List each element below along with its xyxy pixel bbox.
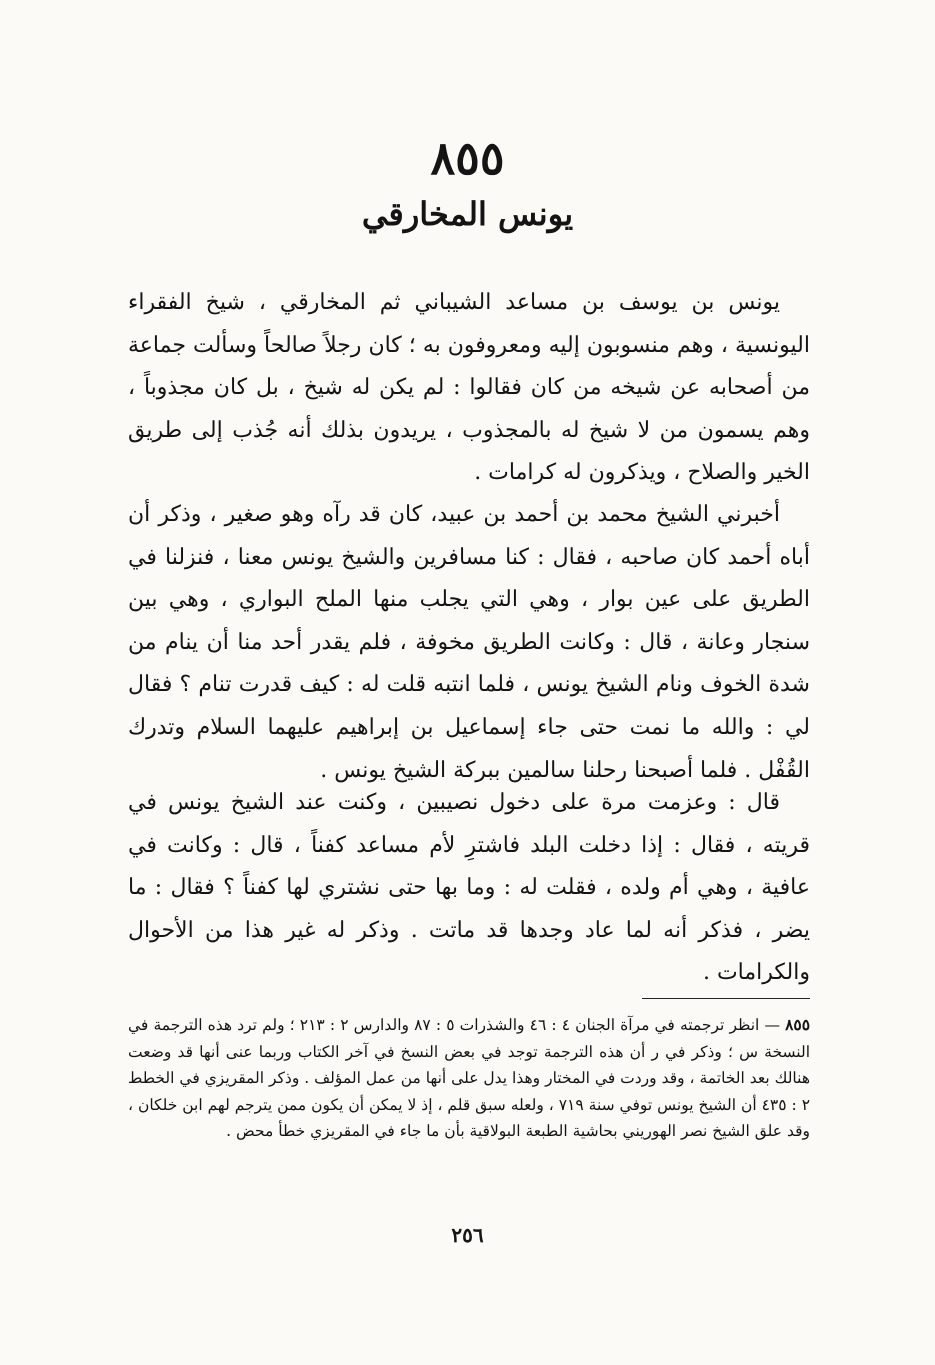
paragraph-1 <box>128 282 810 495</box>
entry-title: يونس المخارقي <box>361 195 574 233</box>
paragraph-2 <box>128 494 810 792</box>
paragraph-text: أخبرني الشيخ محمد بن أحمد بن عبيد، كان قد رآه وهو صغير ، وذكر أن أباه أحمد كان صاحبه ، فقال : كنا مسافرين والشيخ يونس معنا ، فنزلنا في الطريق على عين بوار ، وهي التي يجلب منها الملح البواري ، وهي بين سنجار وعانة ، قال : وكانت الطريق مخوفة ، فلم يقدر أحد منا أن ينام من شدة الخوف ونام الشيخ يونس ، فلما انتبه قلت له : كيف قدرت تنام ؟ فقال لي : والله ما نمت حتى جاء إسماعيل بن إبراهيم عليهما السلام وتدرك القُفْل . فلما أصبحنا رحلنا سالمين ببركة الشيخ يونس . <box>128 502 810 783</box>
paragraph-text: يونس بن يوسف بن مساعد الشيباني ثم المخارقي ، شيخ الفقراء اليونسية ، وهم منسوبون إليه ومعروفون به ؛ كان رجلاً صالحاً وسألت جماعة من أصحابه عن شيخه من كان فقالوا : لم يكن له شيخ ، بل كان مجذوباً ، وهم يسمون من لا شيخ له بالمجذوب ، يريدون بذلك أنه جُذب إلى طريق الخير والصلاح ، ويذكرون له كرامات . <box>128 290 810 486</box>
footnote-divider <box>642 998 810 999</box>
paragraph-3 <box>128 782 810 995</box>
page-number: ٢٥٦ <box>451 1223 484 1247</box>
footnote-number: ٨٥٥ <box>785 1015 811 1034</box>
paragraph-text: قال : وعزمت مرة على دخول نصيبين ، وكنت عند الشيخ يونس في قريته ، فقال : إذا دخلت البلد فاشترِ لأم مساعد كفناً ، قال : وكانت في عافية ، وهي أم ولده ، فقلت له : وما بها حتى نشتري لها كفناً ؟ فقال : ما يضر ، فذكر أنه لما عاد وجدها قد ماتت . وذكر له غير هذا من الأحوال والكرامات . <box>128 790 810 986</box>
footnote-text: — انظر ترجمته في مرآة الجنان ٤ : ٤٦ والشذرات ٥ : ٨٧ والدارس ٢ : ٢١٣ ؛ ولم ترد هذه الترجمة في النسخة س ؛ وذكر في ر أن هذه الترجمة توجد في بعض النسخ في آخر الكتاب وربما عنى أنها قد وضعت هنالك بعد الخاتمة ، وقد وردت في المختار وهذا يدل على أنها من عمل المؤلف . وذكر المقريزي في الخطط ٢ : ٤٣٥ أن الشيخ يونس توفي سنة ٧١٩ ، ولعله سبق قلم ، إذ لا يمكن أن يكون ممن يترجم لهم ابن خلكان ، وقد علق الشيخ نصر الهوريني بحاشية الطبعة البولاقية بأن ما جاء في المقريزي خطأ محض . <box>128 1016 811 1141</box>
entry-number: ٨٥٥ <box>430 131 505 185</box>
footnote <box>128 1012 810 1145</box>
